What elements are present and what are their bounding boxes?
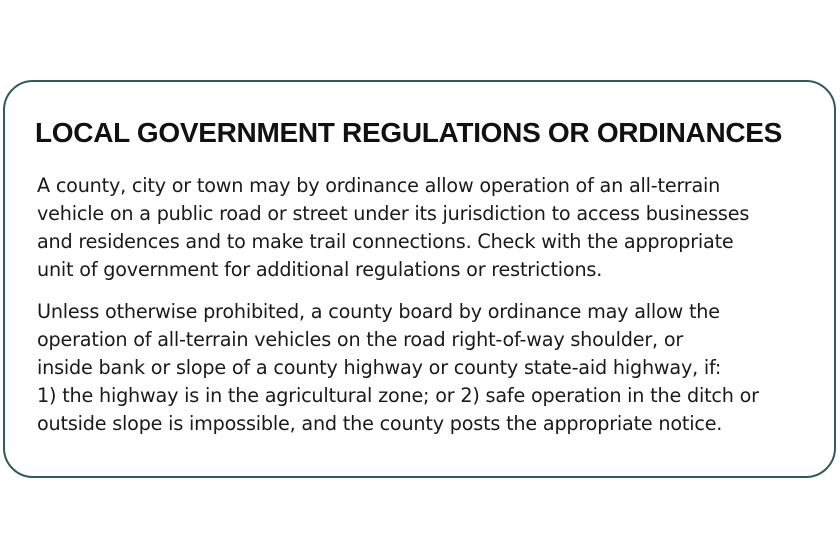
paragraph-line: and residences and to make trail connections. Check with the appropriate — [37, 230, 734, 253]
paragraph-line: outside slope is impossible, and the county posts the appropriate notice. — [37, 412, 723, 435]
paragraph-line: 1) the highway is in the agricultural zone; or 2) safe operation in the ditch or — [37, 384, 759, 407]
paragraph-line: A county, city or town may by ordinance allow operation of an all-terrain — [37, 174, 721, 197]
paragraph-line: Unless otherwise prohibited, a county board by ordinance may allow the — [37, 300, 720, 323]
paragraph-county-board — [37, 298, 759, 438]
paragraph-local-ordinance — [37, 172, 749, 284]
section-heading: LOCAL GOVERNMENT REGULATIONS OR ORDINANCES — [35, 117, 783, 148]
paragraph-line: operation of all-terrain vehicles on the road right-of-way shoulder, or — [37, 328, 684, 351]
paragraph-line: vehicle on a public road or street under its jurisdiction to access businesses — [37, 202, 750, 225]
paragraph-line: inside bank or slope of a county highway or county state-aid highway, if: — [37, 356, 722, 379]
paragraph-line: unit of government for additional regulations or restrictions. — [37, 258, 603, 281]
